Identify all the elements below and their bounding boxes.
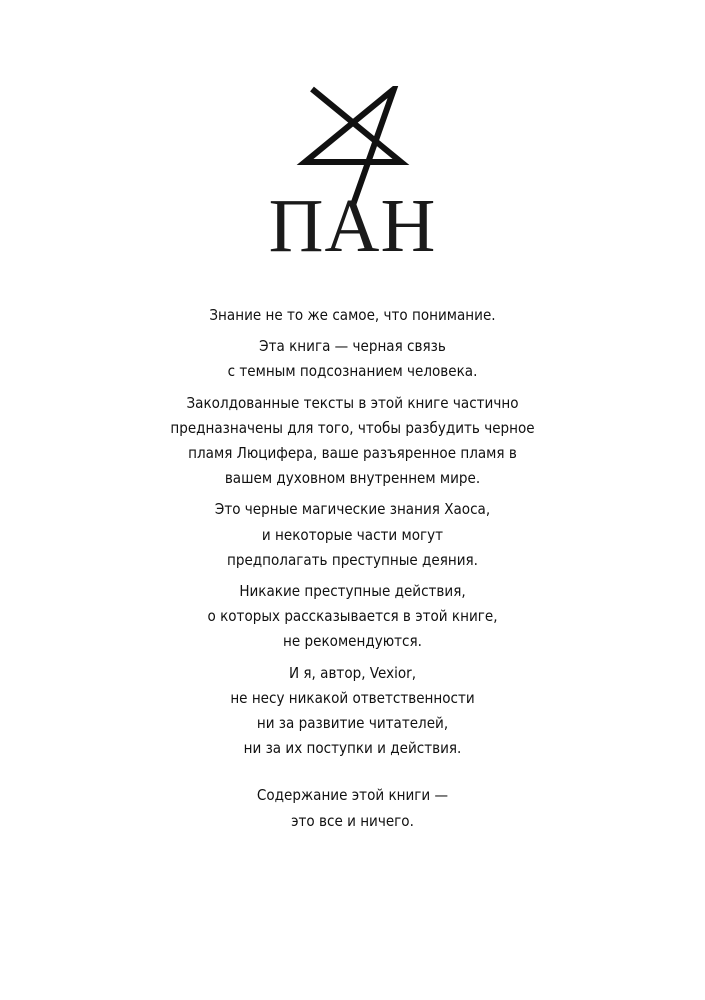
text-line: Никакие преступные действия,	[239, 582, 466, 601]
text-line: Это черные магические знания Хаоса,	[214, 500, 491, 519]
text-line: предназначены для того, чтобы разбудить черное	[170, 418, 535, 437]
text-line: Знание не то же самое, что понимание.	[209, 306, 496, 324]
paragraph	[42, 783, 662, 833]
text-line: с темным подсознанием человека.	[227, 362, 478, 381]
paragraph	[42, 497, 662, 573]
text-line: Содержание этой книги —	[256, 786, 449, 805]
paragraph	[42, 391, 662, 492]
text-line: Эта книга — черная связь	[259, 337, 446, 356]
text-line: не рекомендуются.	[283, 632, 422, 651]
text-line: не несу никакой ответственности	[230, 688, 475, 707]
disclaimer-text	[42, 303, 662, 840]
text-line: ни за их поступки и действия.	[243, 739, 462, 758]
emblem	[0, 86, 705, 172]
paragraph	[42, 579, 662, 655]
text-line: И я, автор, Vexior,	[288, 663, 417, 682]
paragraph	[42, 303, 662, 328]
paragraph	[42, 661, 662, 762]
paragraph	[42, 334, 662, 384]
text-line: о которых рассказывается в этой книге,	[207, 607, 498, 626]
text-line: ни за развитие читателей,	[256, 714, 449, 733]
text-line: предполагать преступные деяния.	[227, 550, 478, 569]
text-line: Заколдованные тексты в этой книге частично	[186, 393, 519, 412]
text-line: вашем духовном внутреннем мире.	[224, 469, 481, 488]
text-line: и некоторые части могут	[261, 525, 444, 544]
text-line: это все и ничего.	[291, 811, 414, 830]
book-title: ПАН	[268, 184, 437, 268]
text-line: пламя Люцифера, ваше разъяренное пламя в	[188, 444, 517, 463]
